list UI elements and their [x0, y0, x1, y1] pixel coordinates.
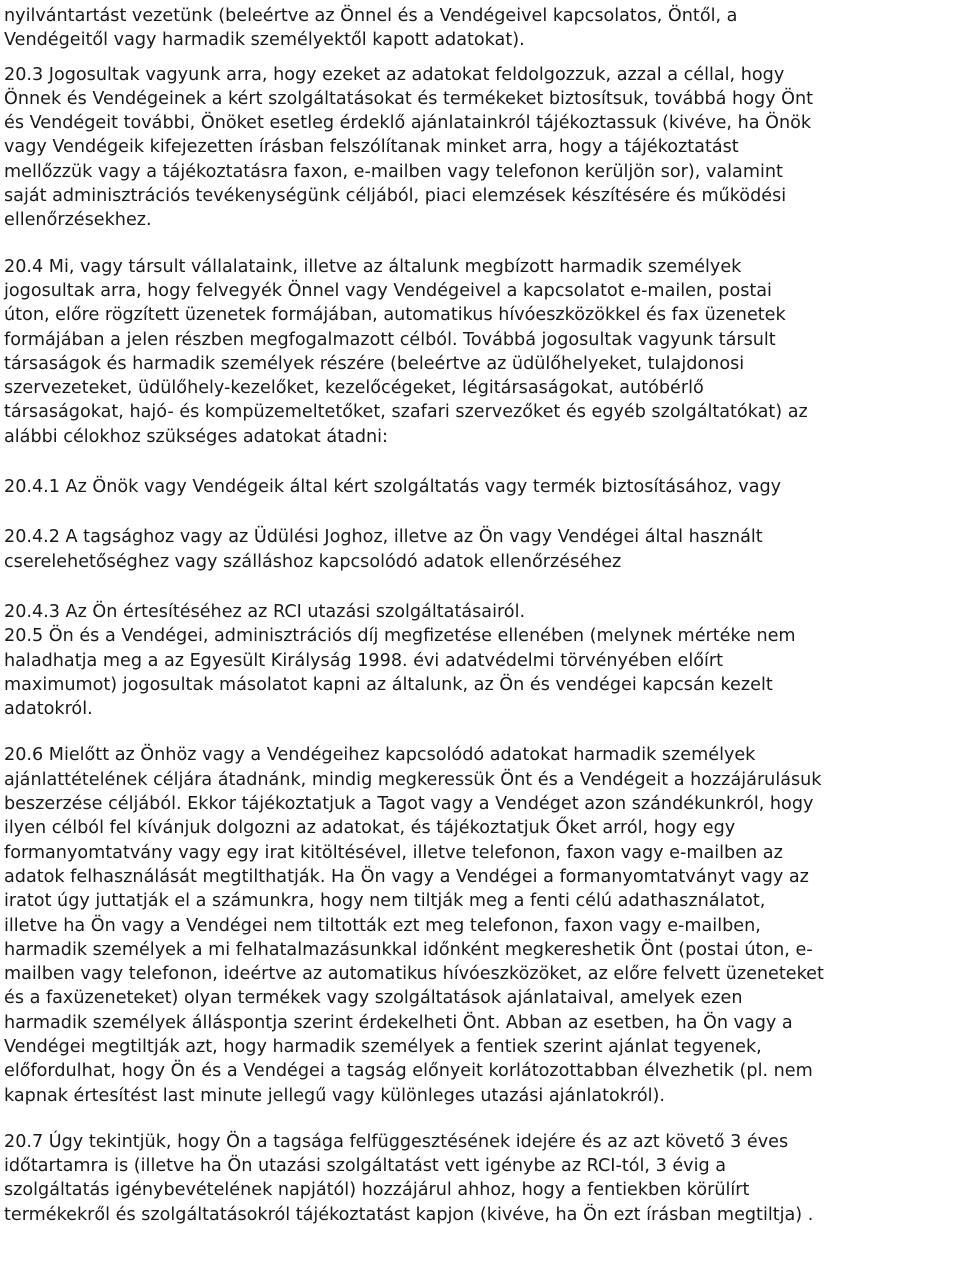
text-line: és a faxüzeneteket) olyan termékek vagy szolgáltatások ajánlataival, amelyek ezen [4, 988, 743, 1009]
text-line: 20.4.3 Az Ön értesítéséhez az RCI utazási szolgáltatásairól. [4, 601, 526, 622]
text-line: 20.7 Úgy tekintjük, hogy Ön a tagsága felfüggesztésének idejére és az azt követő 3 éves [4, 1131, 789, 1152]
text-line: haladhatja meg a az Egyesült Királyság 1998. évi adatvédelmi törvényében előírt [4, 650, 724, 671]
text-line: beszerzése céljából. Ekkor tájékoztatjuk a Tagot vagy a Vendéget azon szándékunkról, hogy [4, 794, 814, 815]
text-line: formanyomtatvány vagy egy irat kitöltésével, illetve telefonon, faxon vagy e-mailben az [4, 842, 783, 863]
paragraph-20-4-3-and-20-5 [4, 600, 956, 721]
paragraph-20-3 [4, 63, 956, 233]
paragraph-20-6 [4, 743, 956, 1107]
text-line: kapnak értesítést last minute jellegű vagy különleges utazási ajánlatokról). [4, 1085, 665, 1106]
paragraph-gap [4, 1108, 956, 1130]
text-line: harmadik személyek a mi felhatalmazásunkkal időnként megkereshetik Önt (postai úton, e- [4, 939, 813, 960]
paragraph-20-4-2 [4, 525, 956, 574]
text-line: Önnek és Vendégeinek a kért szolgáltatásokat és termékeket biztosítsuk, továbbá hogy Önt [4, 88, 814, 109]
text-line: ajánlattételének céljára átadnánk, mindig megkeressük Önt és a Vendégeit a hozzájárulásuk [4, 769, 822, 790]
text-line: társaságok és harmadik személyek részére (beleértve az üdülőhelyeket, tulajdonosi [4, 353, 745, 374]
text-line: iratot úgy juttatják el a számunkra, hogy nem tiltják meg a fenti célú adathasználatot, [4, 891, 766, 912]
paragraph-20-7 [4, 1130, 956, 1227]
paragraph-20-4 [4, 255, 956, 449]
text-line: 20.5 Ön és a Vendégei, adminisztrációs díj megfizetése ellenében (melynek mértéke nem [4, 626, 796, 647]
text-line: időtartamra is (illetve ha Ön utazási szolgáltatást vett igénybe az RCI-tól, 3 évig a [4, 1156, 727, 1177]
paragraph-gap [4, 233, 956, 255]
paragraph-gap [4, 721, 956, 743]
text-line: úton, előre rögzített üzenetek formájában, automatikus hívóeszközökkel és fax üzenetek [4, 305, 786, 326]
text-line: jogosultak arra, hogy felvegyék Önnel vagy Vendégeivel a kapcsolatot e-mailen, postai [4, 280, 772, 301]
text-line: 20.4.2 A tagsághoz vagy az Üdülési Joghoz, illetve az Ön vagy Vendégei által használt [4, 527, 763, 548]
text-line: 20.6 Mielőtt az Önhöz vagy a Vendégeihez kapcsolódó adatokat harmadik személyek [4, 745, 756, 766]
text-line: és Vendégeit további, Önöket esetleg érdeklő ajánlatainkról tájékoztassuk (kivéve, ha Önök [4, 113, 812, 134]
text-line: harmadik személyek álláspontja szerint érdekelheti Önt. Abban az esetben, ha Ön vagy a [4, 1012, 793, 1033]
paragraph-gap [4, 574, 956, 600]
text-line: mailben vagy telefonon, ideértve az automatikus hívóeszközöket, az előre felvett üzeneteket [4, 964, 824, 985]
paragraph-intro [4, 4, 956, 53]
text-line: Vendégeitől vagy harmadik személyektől kapott adatokat). [4, 30, 525, 51]
text-line: saját adminisztrációs tevékenységünk céljából, piaci elemzések készítésére és működési [4, 186, 787, 207]
text-line: alábbi célokhoz szükséges adatokat átadni: [4, 426, 388, 447]
document-page [4, 4, 956, 1227]
text-line: ilyen célból fel kívánjuk dolgozni az adatokat, és tájékoztatjuk Őket arról, hogy egy [4, 818, 736, 839]
text-line: cserelehetőséghez vagy szálláshoz kapcsolódó adatok ellenőrzéséhez [4, 551, 622, 572]
text-line: termékekről és szolgáltatásokról tájékoztatást kapjon (kivéve, ha Ön ezt írásban megtiltja) . [4, 1204, 814, 1225]
text-line: formájában a jelen részben megfogalmazott célból. Továbbá jogosultak vagyunk társult [4, 329, 776, 350]
paragraph-gap [4, 499, 956, 525]
text-line: adatok felhasználását megtilthatják. Ha Ön vagy a Vendégei a formanyomtatványt vagy az [4, 866, 809, 887]
text-line: 20.4 Mi, vagy társult vállalataink, illetve az általunk megbízott harmadik személyek [4, 256, 742, 277]
text-line: Vendégei megtiltják azt, hogy harmadik személyek a fentiek szerint ajánlat tegyenek, [4, 1036, 762, 1057]
paragraph-gap [4, 53, 956, 63]
text-line: nyilvántartást vezetünk (beleértve az Önnel és a Vendégeivel kapcsolatos, Öntől, a [4, 6, 738, 26]
text-line: társaságokat, hajó- és kompüzemeltetőket, szafari szervezőket és egyéb szolgáltatókat) az [4, 402, 808, 423]
text-line: 20.4.1 Az Önök vagy Vendégeik által kért szolgáltatás vagy termék biztosításához, vagy [4, 477, 782, 498]
text-line: 20.3 Jogosultak vagyunk arra, hogy ezeket az adatokat feldolgozzuk, azzal a céllal, hogy [4, 64, 785, 85]
text-line: szervezeteket, üdülőhely-kezelőket, kezelőcégeket, légitársaságokat, autóbérlő [4, 378, 704, 399]
paragraph-20-4-1 [4, 475, 956, 499]
text-line: szolgáltatás igénybevételének napjától) hozzájárul ahhoz, hogy a fentiekben körülírt [4, 1180, 750, 1201]
text-line: adatokról. [4, 699, 93, 720]
text-line: mellőzzük vagy a tájékoztatásra faxon, e-mailben vagy telefonon kerüljön sor), valamint [4, 161, 783, 182]
text-line: illetve ha Ön vagy a Vendégei nem tiltották ezt meg telefonon, faxon vagy e-mailben, [4, 915, 761, 936]
text-line: maximumot) jogosultak másolatot kapni az általunk, az Ön és vendégei kapcsán kezelt [4, 674, 773, 695]
text-line: előfordulhat, hogy Ön és a Vendégei a tagság előnyeit korlátozottabban élvezhetik (pl. nem [4, 1061, 813, 1082]
text-line: vagy Vendégeik kifejezetten írásban felszólítanak minket arra, hogy a tájékoztatást [4, 137, 739, 158]
text-line: ellenőrzésekhez. [4, 210, 152, 231]
paragraph-gap [4, 449, 956, 475]
